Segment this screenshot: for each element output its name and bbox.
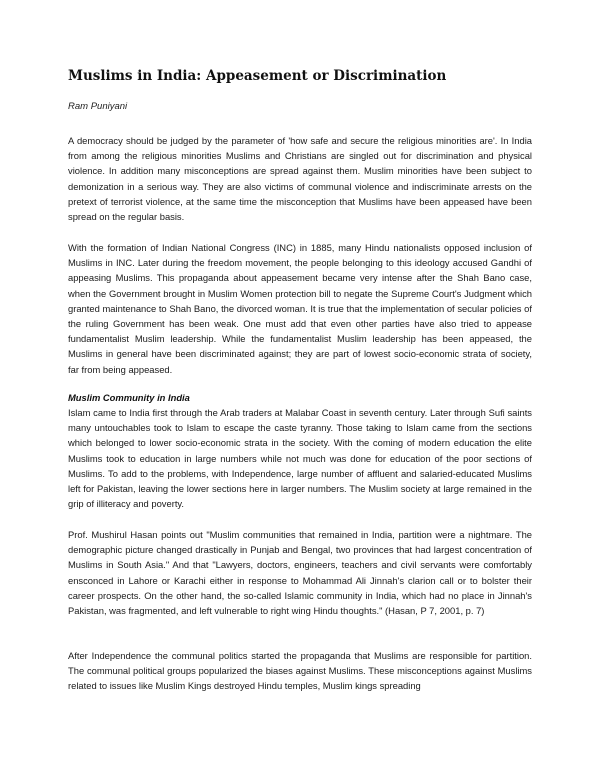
- paragraph: After Independence the communal politics started the propaganda that Muslims are responsible for partition. The communal political groups popularized the biases against Muslims. These misconceptions against Muslims related to issues like Muslim Kings destroyed Hindu temples, Muslim kings spreading: [68, 650, 532, 692]
- paragraph: A democracy should be judged by the parameter of 'how safe and secure the religious minorities are'. In India from among the religious minorities Muslims and Christians are singled out for discrimination and physical violence. In addition many misconceptions are spread against them. Muslim minorities have been subject to demonization in a serious way. They are also victims of communal violence and indiscriminate arrests on the pretext of terrorist violence, at the same time the misconception that Muslims have been appeased have been spread on the regular basis.: [68, 135, 532, 223]
- document-title: Muslims in India: Appeasement or Discrimination: [68, 68, 447, 84]
- paragraph: With the formation of Indian National Congress (INC) in 1885, many Hindu nationalists opposed inclusion of Muslims in INC. Later during the freedom movement, the people belonging to this ideology accused Gandhi of appeasing Muslims. This propaganda about appeasement became very intense after the Shah Bano case, when the Government brought in Muslim Women protection bill to negate the Supreme Court's Judgment which granted maintenance to Shah Bano, the divorced woman. It is true that the implementation of secular policies of the ruling Government has been weak. One must add that even other parties have also tried to appease fundamentalist Muslim leadership. While the fundamentalist Muslim leadership has been appeased, the Muslims in general have been discriminated against; they are part of lowest socio-economic strata of society, far from being appeased.: [68, 242, 532, 375]
- section-heading: Muslim Community in India: [68, 392, 190, 403]
- paragraph: Prof. Mushirul Hasan points out "Muslim communities that remained in India, partition were a nightmare. The demographic picture changed drastically in Punjab and Bengal, two provinces that had largest concentration of Muslims in South Asia." And that "Lawyers, doctors, engineers, teachers and civil servants were comfortably ensconced in Lahore or Karachi either in response to Mohammad Ali Jinnah's clarion call or to bolster their career prospects. On the other hand, the so-called Islamic community in India, which had no place in Jinnah's Pakistan, was fragmented, and left vulnerable to right wing Hindu thoughts." (Hasan, P 7, 2001, p. 7): [68, 529, 532, 617]
- paragraph: Islam came to India first through the Arab traders at Malabar Coast in seventh century. Later through Sufi saints many untouchables took to Islam to escape the caste tyranny. Those taking to Islam came from the sections which belonged to lower socio-economic strata in the society. With the coming of modern education the elite Muslims took to education in large numbers while not much was done for education of the poor sections of Muslims. To add to the problems, with Independence, large number of affluent and salaried-educated Muslims left for Pakistan, leaving the lower sections here in larger numbers. The Muslim society at large remained in the grip of illiteracy and poverty.: [68, 407, 532, 510]
- author-name: Ram Puniyani: [68, 101, 128, 112]
